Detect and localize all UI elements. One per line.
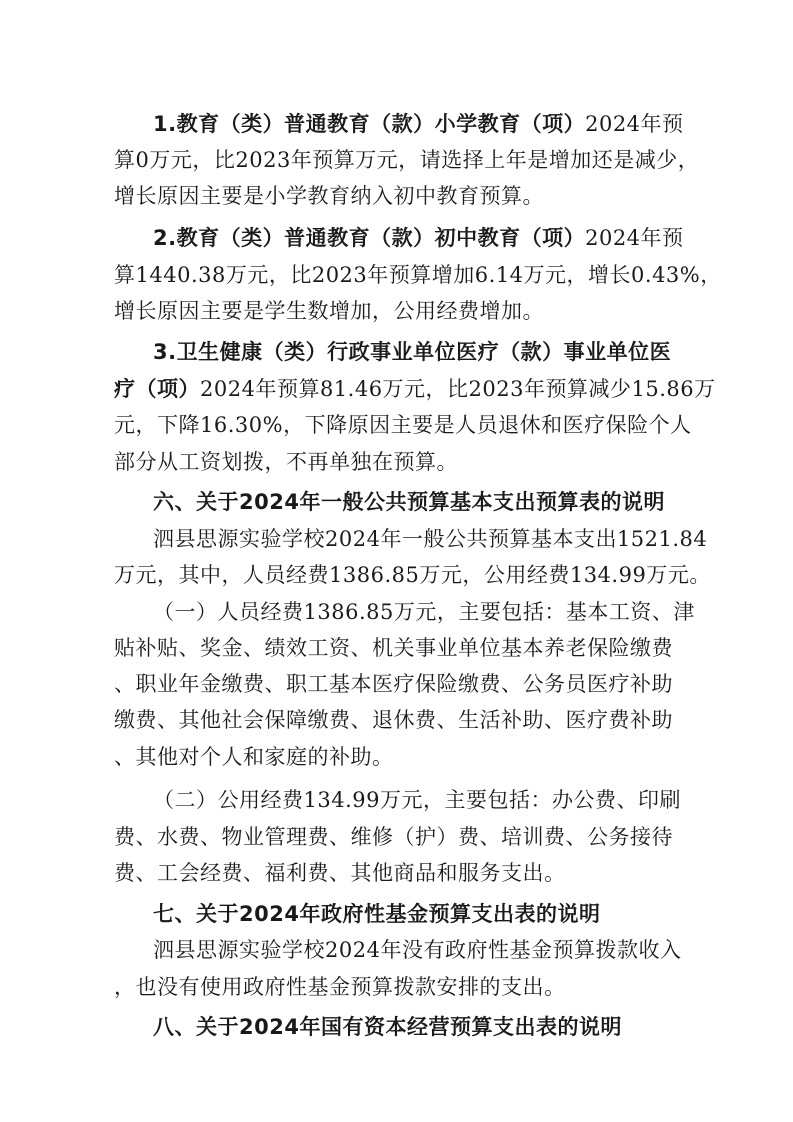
paragraph-1-line-1 <box>153 110 684 138</box>
personnel-line-3: 、职业年金缴费、职工基本医疗保险缴费、公务员医疗补助 <box>114 672 673 696</box>
section-6-heading: 六、关于2024年一般公共预算基本支出预算表的说明 <box>153 490 665 514</box>
paragraph-1-title: 1.教育（类）普通教育（款）小学教育（项） <box>153 112 586 136</box>
paragraph-1-line-2: 算0万元，比2023年预算万元，请选择上年是增加还是减少， <box>114 148 700 172</box>
section-7-heading: 七、关于2024年政府性基金预算支出表的说明 <box>153 902 601 926</box>
section-6-intro-line-2: 万元，其中，人员经费1386.85万元，公用经费134.99万元。 <box>114 563 711 587</box>
personnel-line-2: 贴补贴、奖金、绩效工资、机关事业单位基本养老保险缴费 <box>114 636 673 660</box>
paragraph-2-line-3: 增长原因主要是学生数增加，公用经费增加。 <box>114 299 544 323</box>
paragraph-1-text: 2024年预 <box>585 112 684 136</box>
section-8-heading: 八、关于2024年国有资本经营预算支出表的说明 <box>153 1015 622 1039</box>
paragraph-2-text: 2024年预 <box>585 226 684 250</box>
personnel-line-1: （一）人员经费1386.85万元，主要包括：基本工资、津 <box>153 600 695 624</box>
paragraph-1-line-3: 增长原因主要是小学教育纳入初中教育预算。 <box>114 184 544 208</box>
personnel-line-5: 、其他对个人和家庭的补助。 <box>114 745 394 769</box>
public-line-2: 费、水费、物业管理费、维修（护）费、培训费、公务接待 <box>114 825 673 849</box>
paragraph-2-line-1 <box>153 224 684 252</box>
personnel-line-4: 缴费、其他社会保障缴费、退休费、生活补助、医疗费补助 <box>114 708 673 732</box>
paragraph-3-line-3: 元，下降16.30%，下降原因主要是人员退休和医疗保险个人 <box>114 413 692 437</box>
paragraph-2-line-2: 算1440.38万元，比2023年预算增加6.14万元，增长0.43%， <box>114 263 722 287</box>
public-line-3: 费、工会经费、福利费、其他商品和服务支出。 <box>114 861 566 885</box>
paragraph-2-title: 2.教育（类）普通教育（款）初中教育（项） <box>153 226 586 250</box>
paragraph-3-line-4: 部分从工资划拨，不再单独在预算。 <box>114 450 458 474</box>
paragraph-3-title-end: 疗（项） <box>114 377 200 401</box>
paragraph-3-text: 2024年预算81.46万元，比2023年预算减少15.86万 <box>200 377 716 401</box>
section-7-line-1: 泗县思源实验学校2024年没有政府性基金预算拨款收入 <box>153 938 682 962</box>
paragraph-3-title-line-1: 3.卫生健康（类）行政事业单位医疗（款）事业单位医 <box>153 340 672 364</box>
public-line-1: （二）公用经费134.99万元，主要包括：办公费、印刷 <box>153 788 681 812</box>
section-6-intro-line-1: 泗县思源实验学校2024年一般公共预算基本支出1521.84 <box>153 527 708 551</box>
paragraph-3-line-2 <box>114 375 716 403</box>
section-7-line-2: ，也没有使用政府性基金预算拨款安排的支出。 <box>114 975 566 999</box>
